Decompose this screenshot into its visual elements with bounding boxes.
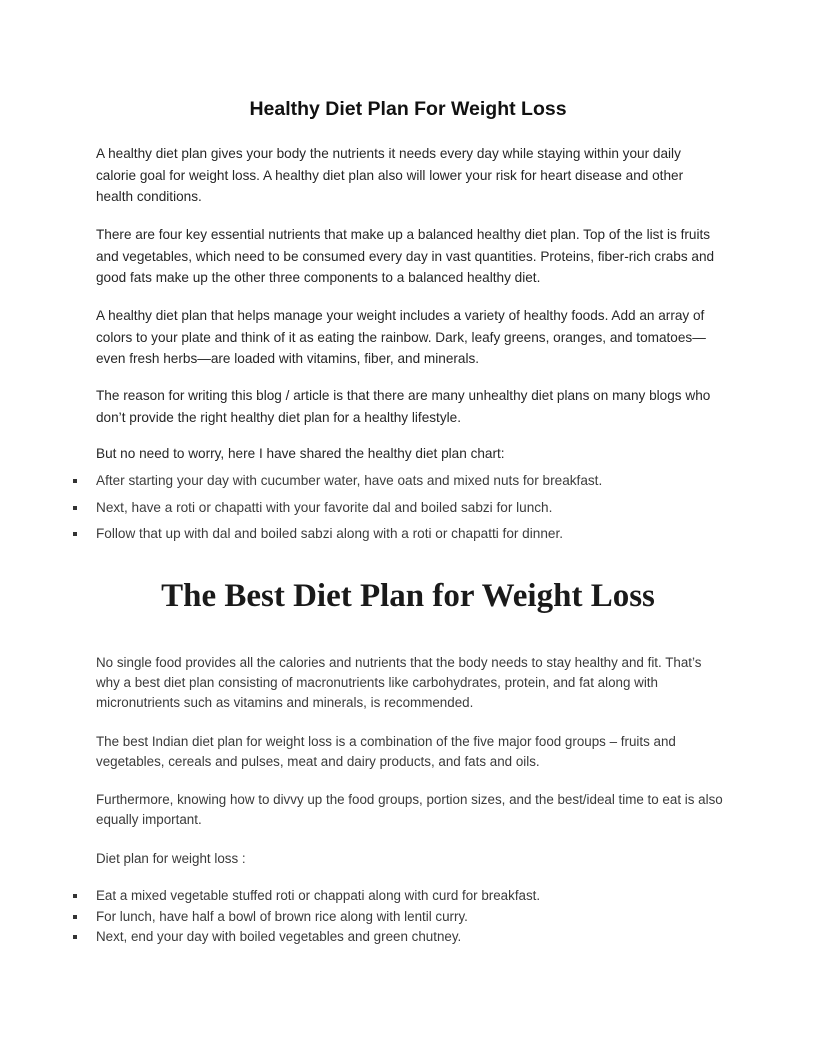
section-1-paragraph-2: There are four key essential nutrients that make up a balanced healthy diet plan. Top of the list is fruits and vegetables, which need to be consumed every day in vast quantities. Proteins, fiber-rich crabs and good fats make up the other three components to a balanced healthy diet. <box>96 227 715 285</box>
list-item <box>0 526 816 553</box>
list-item-text: Follow that up with dal and boiled sabzi along with a roti or chapatti for dinner. <box>96 526 563 541</box>
bullet-square-icon <box>73 915 77 919</box>
bullet-square-icon <box>73 479 77 483</box>
bullet-square-icon <box>73 935 77 939</box>
list-item <box>0 888 816 909</box>
section-1-title: Healthy Diet Plan For Weight Loss <box>249 98 567 120</box>
bullet-square-icon <box>73 894 77 898</box>
section-1-paragraph-1: A healthy diet plan gives your body the nutrients it needs every day while staying within your daily calorie goal for weight loss. A healthy diet plan also will lower your risk for heart disease and other health conditions. <box>96 146 684 204</box>
bullet-square-icon <box>73 532 77 536</box>
list-item-text: For lunch, have half a bowl of brown rice along with lentil curry. <box>96 908 468 924</box>
section-2-bullet-list <box>0 888 816 950</box>
list-item-text: Eat a mixed vegetable stuffed roti or chappati along with curd for breakfast. <box>96 888 541 903</box>
list-item <box>0 500 816 527</box>
section-1-bullet-list <box>0 473 816 553</box>
section-1-paragraph-4: The reason for writing this blog / article is that there are many unhealthy diet plans on many blogs who don’t provide the right healthy diet plan for a healthy lifestyle. <box>96 388 711 425</box>
bullet-square-icon <box>73 506 77 510</box>
section-2-title: The Best Diet Plan for Weight Loss <box>161 578 655 614</box>
section-2-paragraph-1: No single food provides all the calories and nutrients that the body needs to stay healthy and fit. That’s why a best diet plan consisting of macronutrients like carbohydrates, protein, and fat along with micronutrients such as vitamins and minerals, is recommended. <box>96 655 702 710</box>
list-item-text: Next, have a roti or chapatti with your favorite dal and boiled sabzi for lunch. <box>96 499 553 515</box>
section-2-paragraph-3: Furthermore, knowing how to divvy up the food groups, portion sizes, and the best/ideal time to eat is also equally important. <box>96 792 723 827</box>
list-item <box>0 473 816 500</box>
list-item-text: Next, end your day with boiled vegetables and green chutney. <box>96 929 462 944</box>
list-item <box>0 929 816 950</box>
section-2-paragraph-4: Diet plan for weight loss : <box>96 851 246 866</box>
section-1-paragraph-5: But no need to worry, here I have shared the healthy diet plan chart: <box>96 446 505 461</box>
list-item <box>0 909 816 930</box>
section-2-paragraph-2: The best Indian diet plan for weight loss is a combination of the five major food groups – fruits and vegetables, cereals and pulses, meat and dairy products, and fats and oils. <box>96 734 676 769</box>
section-1-paragraph-3: A healthy diet plan that helps manage your weight includes a variety of healthy foods. Add an array of colors to your plate and think of it as eating the rainbow. Dark, leafy greens, oranges, and tomatoes—even fresh herbs—are loaded with vitamins, fiber, and minerals. <box>96 308 706 366</box>
list-item-text: After starting your day with cucumber water, have oats and mixed nuts for breakfast. <box>96 473 603 488</box>
